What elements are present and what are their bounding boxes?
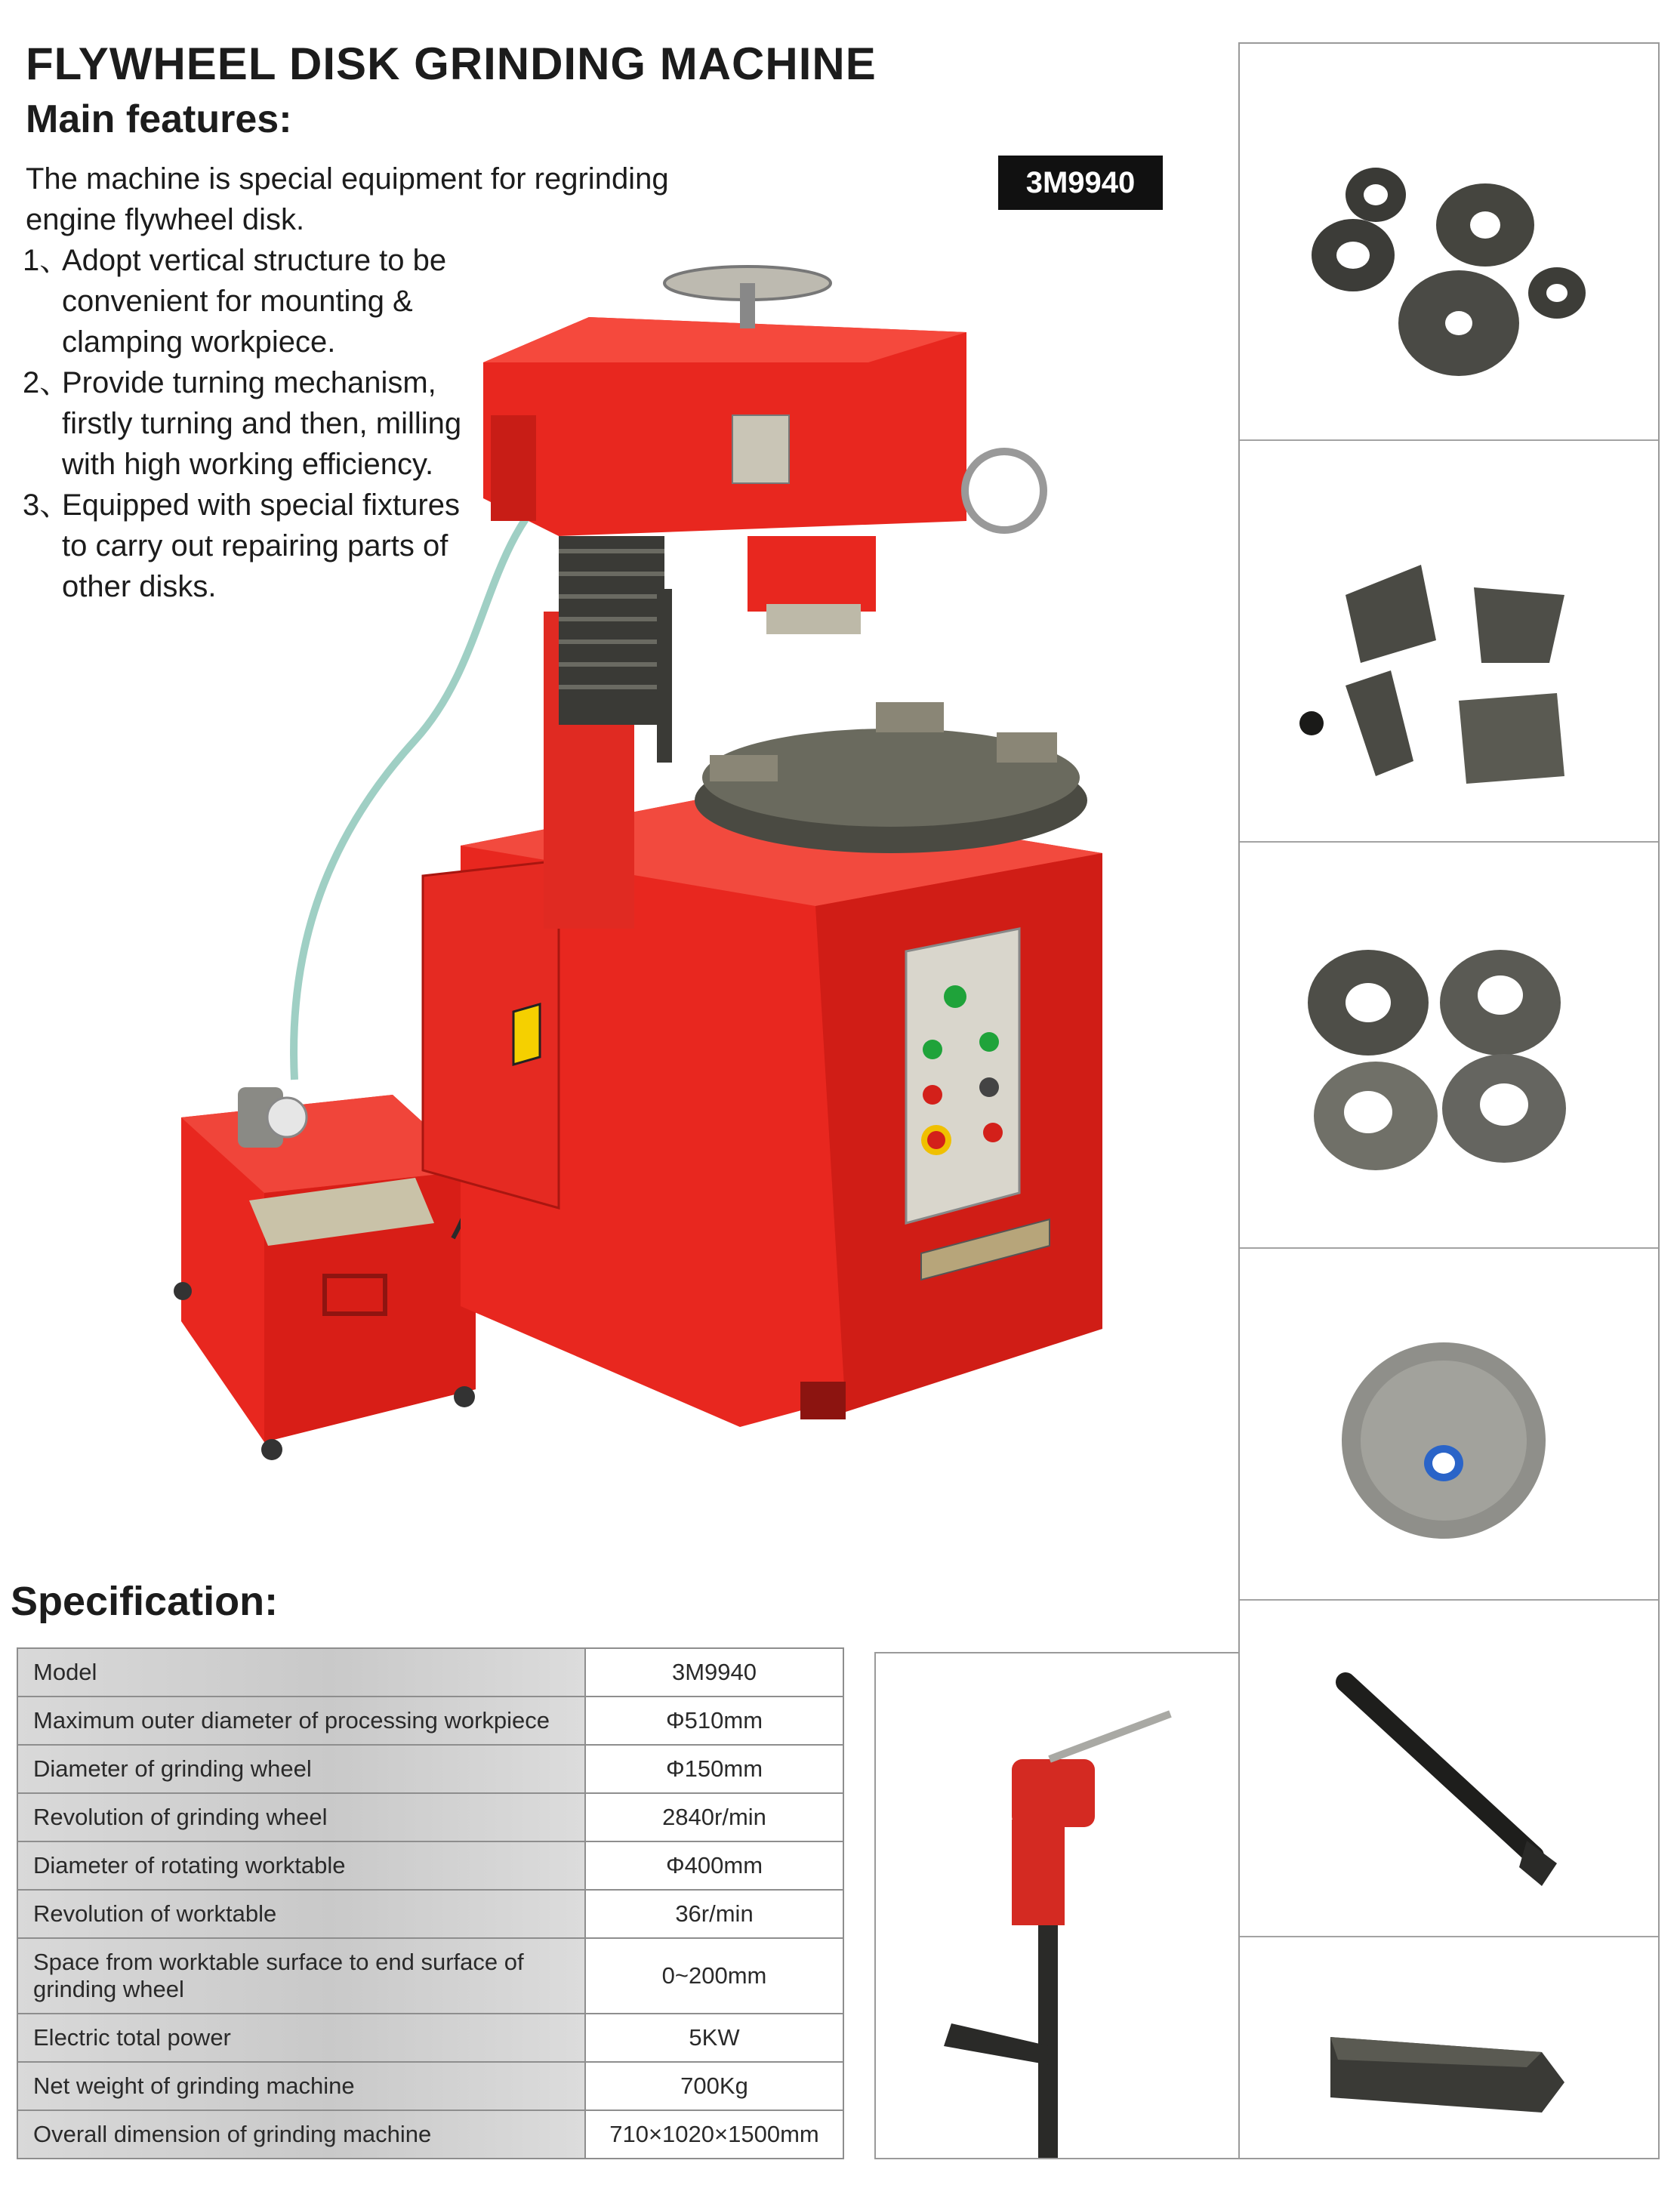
- fixture-stand-icon: [876, 1653, 1238, 2158]
- clamp-jaws-icon: [1240, 512, 1658, 799]
- machine-base: [423, 793, 1102, 1427]
- panel-divider: [1240, 841, 1658, 843]
- table-row: [17, 1648, 843, 1697]
- feature-text: Equipped with special fixtures to carry out repairing parts of other disks.: [62, 488, 460, 603]
- spec-label: Model: [17, 1648, 585, 1697]
- cylindrical-stones-icon: [1240, 104, 1658, 406]
- cutting-tool-icon: [1240, 1992, 1658, 2143]
- table-row: [17, 1697, 843, 1745]
- feature-text: Adopt vertical structure to be convenient for mounting & clamping workpiece.: [62, 244, 447, 359]
- spec-label: Diameter of grinding wheel: [17, 1745, 585, 1793]
- spec-label: Revolution of worktable: [17, 1890, 585, 1938]
- table-row: [17, 2014, 843, 2062]
- spec-value: Φ150mm: [585, 1745, 843, 1793]
- spec-value: 2840r/min: [585, 1793, 843, 1841]
- features-heading: Main features:: [26, 97, 292, 141]
- panel-divider: [1240, 1247, 1658, 1249]
- spec-value: 5KW: [585, 2014, 843, 2062]
- boring-bar-icon: [1240, 1637, 1658, 1909]
- spec-table: [17, 1647, 844, 2159]
- machine-photo: [166, 249, 1178, 1495]
- table-row: [17, 1841, 843, 1890]
- spec-heading: Specification:: [11, 1579, 279, 1624]
- feature-number: 1、: [23, 244, 70, 277]
- ring-stones-icon: [1240, 912, 1658, 1199]
- table-row: [17, 2062, 843, 2110]
- feature-text: Provide turning mechanism, firstly turning and then, milling with high working efficiency.: [62, 366, 462, 481]
- worktable-chuck: [695, 702, 1087, 853]
- feature-number: 2、: [23, 366, 70, 399]
- fixture-box: [874, 1652, 1240, 2159]
- spec-value: 0~200mm: [585, 1938, 843, 2014]
- accessory-panel: [1238, 42, 1660, 2159]
- panel-divider: [1240, 1599, 1658, 1601]
- panel-divider: [1240, 1936, 1658, 1937]
- page-title: FLYWHEEL DISK GRINDING MACHINE: [26, 39, 877, 89]
- table-row: [17, 1938, 843, 2014]
- table-row: [17, 2110, 843, 2159]
- table-row: [17, 1745, 843, 1793]
- spec-label: Diameter of rotating worktable: [17, 1841, 585, 1890]
- spec-value: 36r/min: [585, 1890, 843, 1938]
- spec-label: Maximum outer diameter of processing workpiece: [17, 1697, 585, 1745]
- spec-label: Net weight of grinding machine: [17, 2062, 585, 2110]
- features-intro: The machine is special equipment for regrinding engine flywheel disk.: [26, 162, 669, 236]
- spec-value: 3M9940: [585, 1648, 843, 1697]
- table-row: [17, 1793, 843, 1841]
- table-row: [17, 1890, 843, 1938]
- panel-divider: [1240, 439, 1658, 441]
- spec-value: 700Kg: [585, 2062, 843, 2110]
- spec-label: Electric total power: [17, 2014, 585, 2062]
- spec-label: Overall dimension of grinding machine: [17, 2110, 585, 2159]
- feature-number: 3、: [23, 488, 70, 522]
- spec-value: Φ400mm: [585, 1841, 843, 1890]
- model-badge: 3M9940: [998, 156, 1163, 210]
- spec-label: Revolution of grinding wheel: [17, 1793, 585, 1841]
- grinding-wheel-icon: [1240, 1312, 1658, 1569]
- spec-label: Space from worktable surface to end surface of grinding wheel: [17, 1938, 585, 2014]
- spec-value: 710×1020×1500mm: [585, 2110, 843, 2159]
- spec-value: Φ510mm: [585, 1697, 843, 1745]
